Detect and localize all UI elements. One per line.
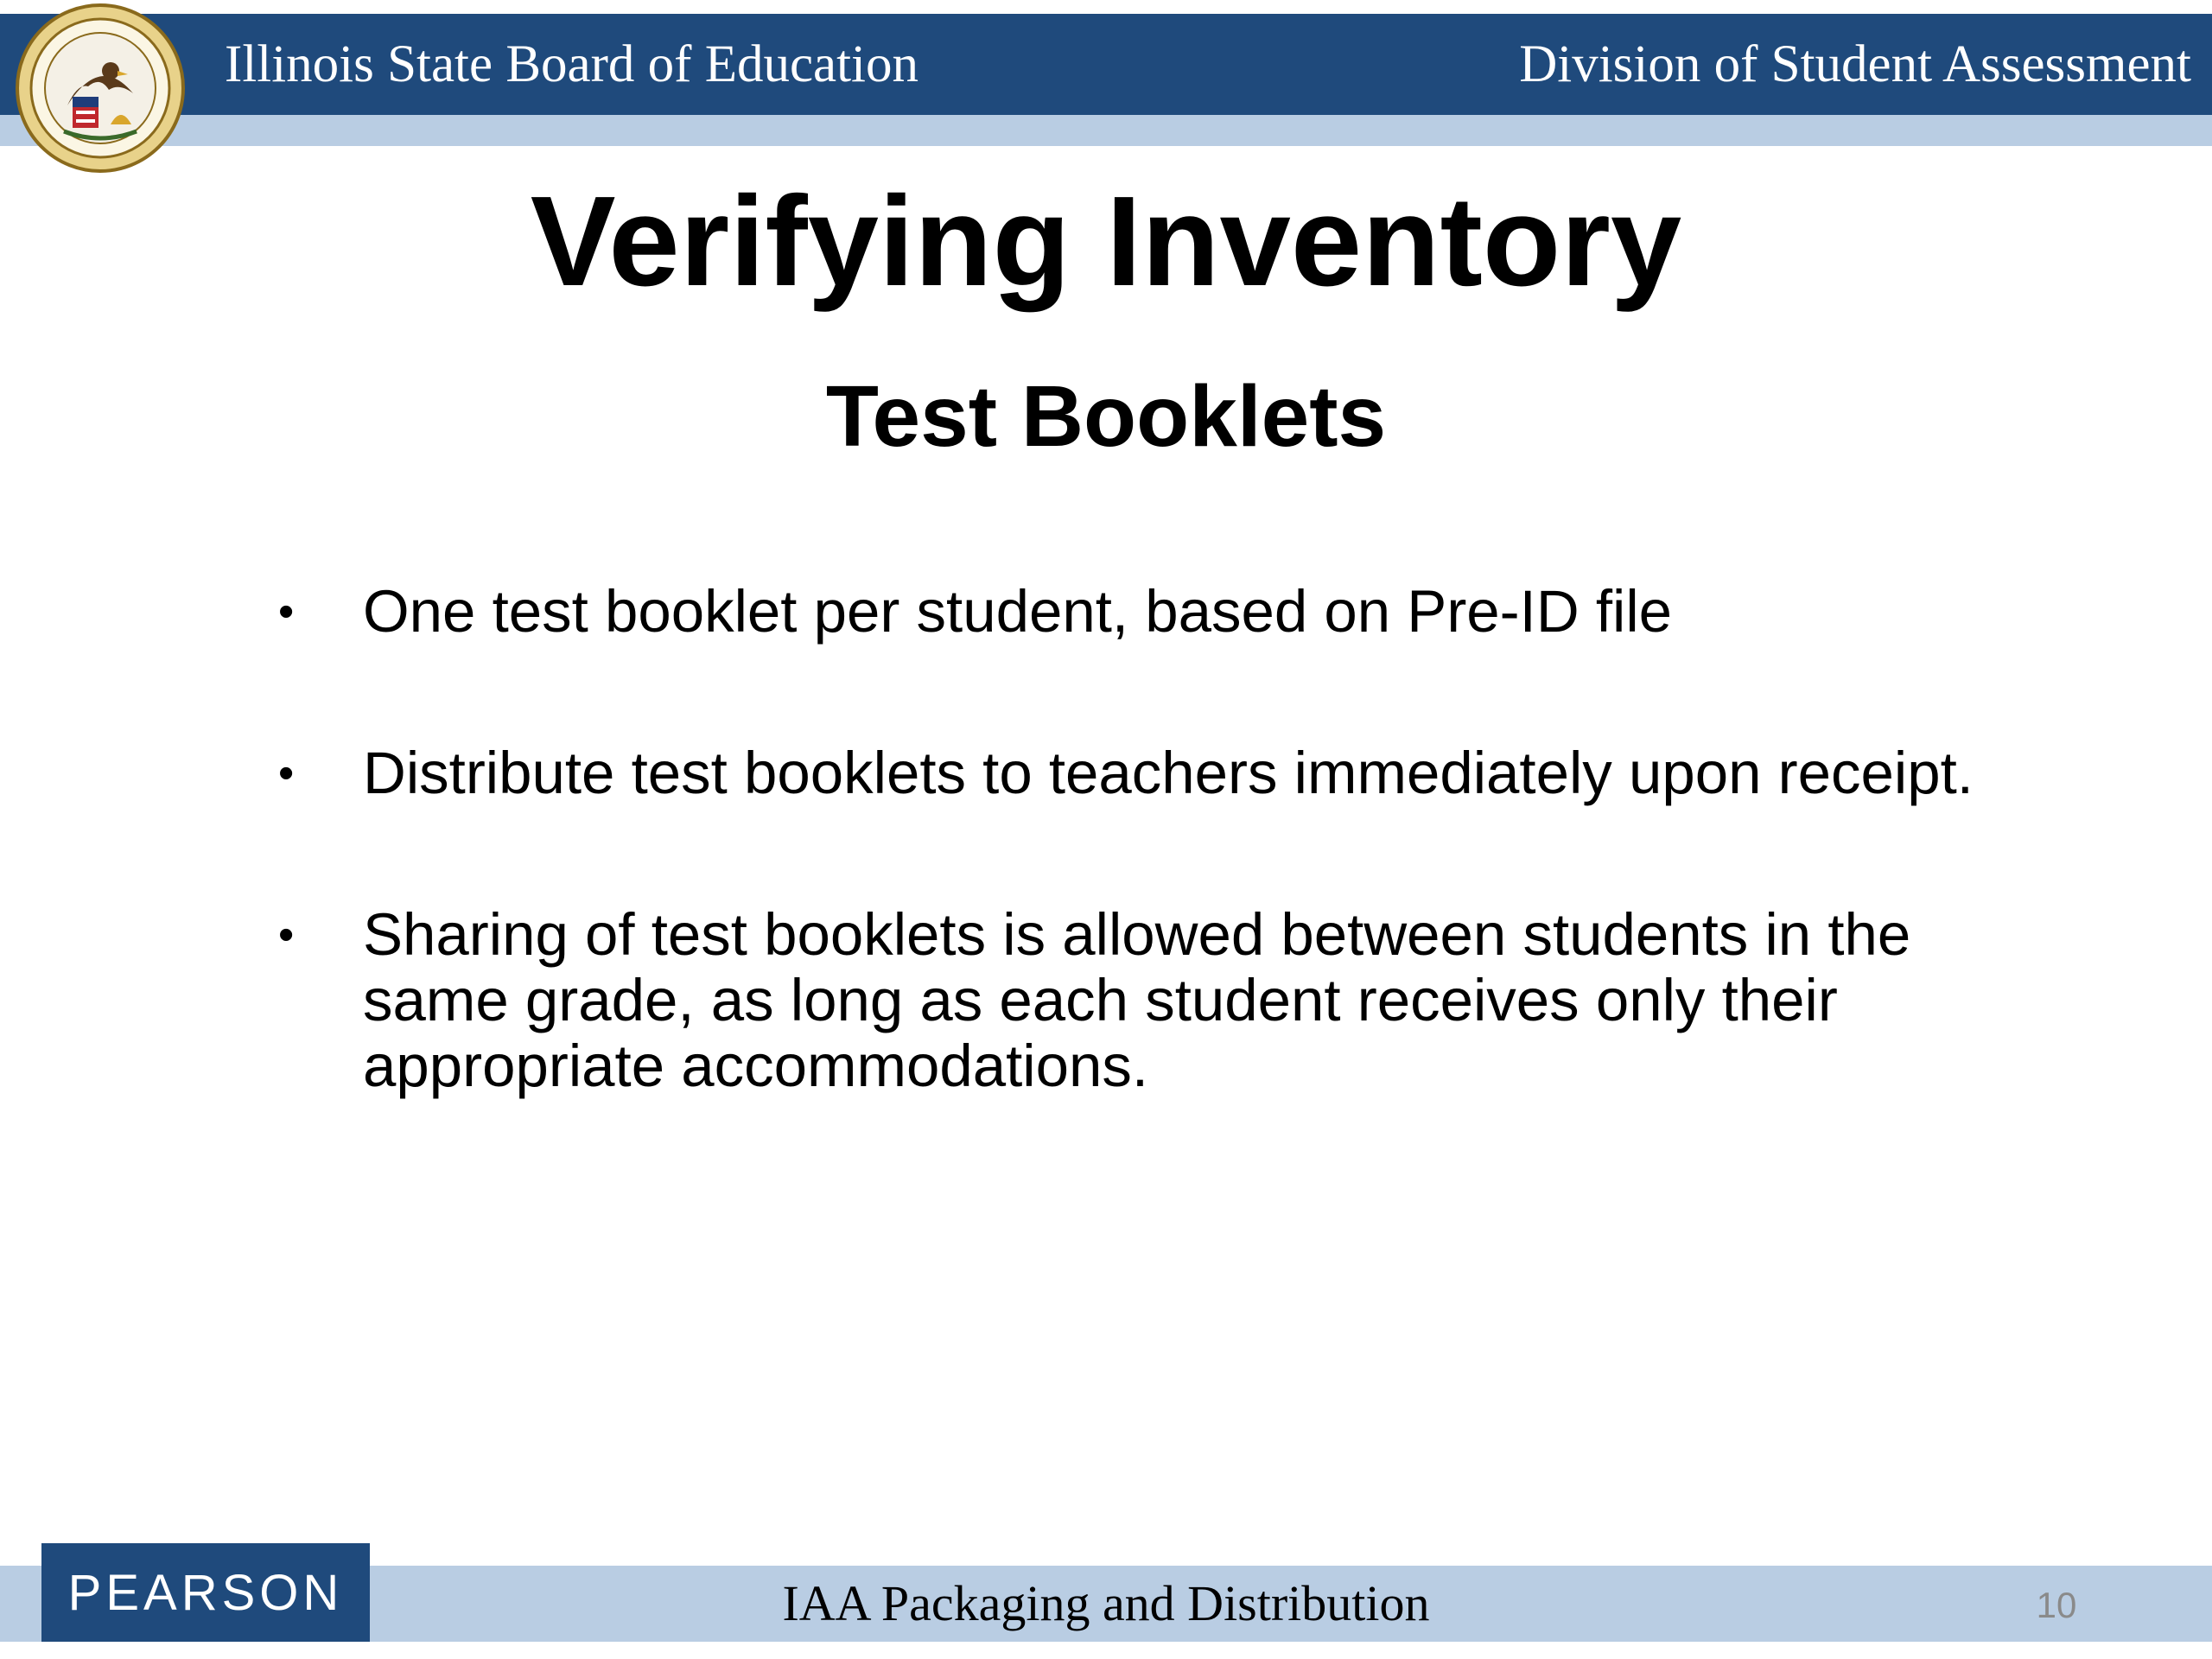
- bullet-text: One test booklet per student, based on Pre-ID file: [363, 578, 1673, 645]
- bullet-item: [276, 902, 2005, 1099]
- bullet-text: Sharing of test booklets is allowed between students in the same grade, as long as each student receives only their appropriate accommodations.: [363, 901, 1911, 1099]
- slide-subtitle: Test Booklets: [825, 368, 1387, 465]
- bullet-text: Distribute test booklets to teachers immediately upon receipt.: [363, 740, 1974, 806]
- slide-title: Verifying Inventory: [530, 170, 1682, 313]
- bullet-item: [276, 579, 2005, 645]
- header-division: Division of Student Assessment: [1519, 35, 2191, 93]
- illinois-state-seal-icon: [16, 3, 185, 173]
- bullet-icon: •: [278, 587, 295, 637]
- header-organization: Illinois State Board of Education: [225, 35, 919, 93]
- pearson-logo: PEARSON: [41, 1543, 370, 1642]
- bullet-list: [276, 579, 2005, 1195]
- header-stripe: [0, 115, 2212, 146]
- bullet-icon: •: [278, 748, 295, 798]
- bullet-item: [276, 741, 2005, 806]
- footer-title: IAA Packaging and Distribution: [782, 1575, 1430, 1631]
- page-number: 10: [2036, 1585, 2077, 1625]
- bullet-icon: •: [278, 910, 295, 960]
